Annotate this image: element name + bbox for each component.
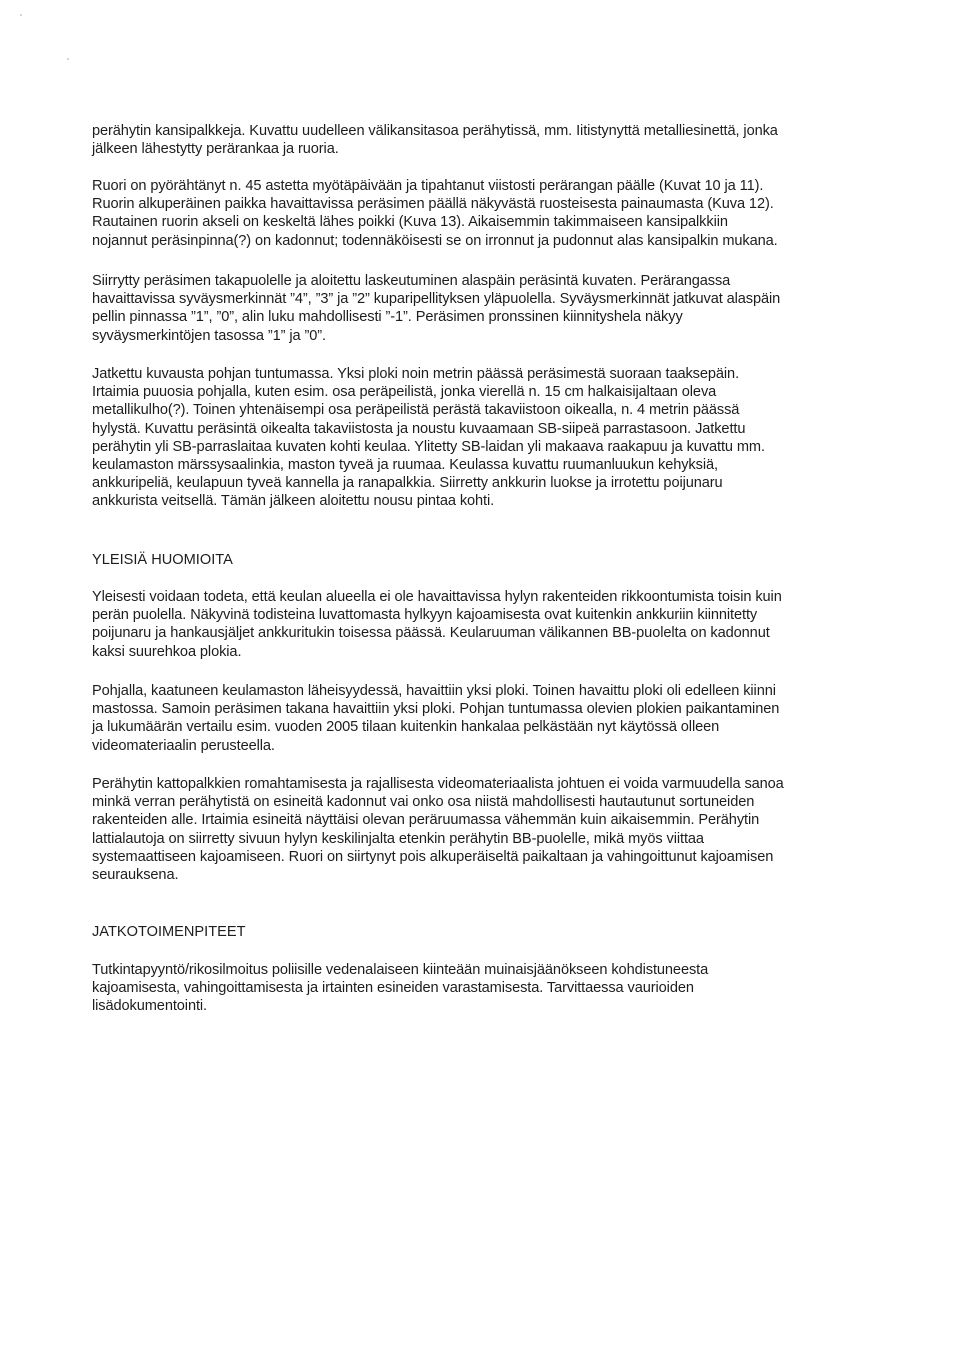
paragraph-draft-marks bbox=[92, 272, 780, 345]
paragraph-aft-cabin bbox=[92, 775, 784, 884]
text-line: mastossa. Samoin peräsimen takana havaittiin yksi ploki. Pohjan tuntumassa olevien plokien paikantaminen bbox=[92, 701, 780, 718]
text-line: kajoamisesta, vahingoittamisesta ja irtainten esineiden varastamisesta. Tarvittaessa vaurioiden bbox=[92, 980, 694, 997]
text-line: jälkeen lähestytty perärankaa ja ruoria. bbox=[92, 141, 339, 158]
text-line: Yleisesti voidaan todeta, että keulan alueella ei ole havaittavissa hylyn rakenteiden rikkoontumista toisin kuin bbox=[92, 589, 782, 605]
paragraph-seabed-survey bbox=[92, 365, 765, 511]
text-line: Ruori on pyörähtänyt n. 45 astetta myötäpäivään ja tipahtanut viistosti perärangan päälle (Kuvat 10 ja 11). bbox=[92, 178, 764, 194]
paragraph-intro-continuation bbox=[92, 122, 778, 158]
text-line: Perähytin kattopalkkien romahtamisesta ja rajallisesta videomateriaalista johtuen ei voida varmuudella sanoa bbox=[92, 776, 784, 792]
text-line: perän puolella. Näkyvinä todisteina luvattomasta hylkyyn kajoamisesta ovat kuitenkin ankkuriin kiinnitetty bbox=[92, 607, 758, 624]
text-line: Rautainen ruorin akseli on keskeltä lähes poikki (Kuva 13). Aikaisemmin takimmaiseen kansipalkkiin bbox=[92, 214, 728, 231]
text-line: kaksi suurehkoa plokia. bbox=[92, 643, 242, 660]
text-line: Pohjalla, kaatuneen keulamaston läheisyydessä, havaittiin yksi ploki. Toinen havaittu ploki oli edelleen kiinni bbox=[92, 683, 776, 699]
text-line: pellin pinnassa ”1”, ”0”, alin luku mahdollisesti ”-1”. Peräsimen pronssinen kiinnityshela näkyy bbox=[92, 309, 683, 326]
text-line: ankkurista veitsellä. Tämän jälkeen aloitettu nousu pintaa kohti. bbox=[92, 493, 495, 510]
text-line: poijunaru ja hankausjäljet ankkuritukin toisessa päässä. Keularuuman välikannen BB-puolelta on kadonnut bbox=[92, 625, 770, 642]
text-line: Irtaimia puuosia pohjalla, kuten esim. osa peräpeilistä, jonka vierellä n. 15 cm halkaisijaltaan oleva bbox=[92, 384, 717, 401]
text-line: nojannut peräsinpinna(?) on kadonnut; todennäköisesti se on irronnut ja pudonnut alas kansipalkin mukana. bbox=[92, 232, 778, 249]
paragraph-follow-up bbox=[92, 961, 708, 1016]
section-heading: YLEISIÄ HUOMIOITA bbox=[92, 552, 233, 568]
text-line: havaittavissa syväysmerkinnät ”4”, ”3” ja ”2” kuparipellityksen yläpuolella. Syväysmerkinnät jatkuvat alaspäin bbox=[92, 291, 781, 308]
scan-speck bbox=[20, 14, 22, 16]
text-line: Jatkettu kuvausta pohjan tuntumassa. Yksi ploki noin metrin päässä peräsimestä suoraan taaksepäin. bbox=[92, 366, 740, 382]
text-line: perähytin kansipalkkeja. Kuvattu uudelleen välikansitasoa perähytissä, mm. Iitistynyttä metalliesinettä, jonka bbox=[92, 123, 778, 139]
paragraph-general-bow bbox=[92, 588, 782, 661]
section-heading: JATKOTOIMENPITEET bbox=[92, 924, 246, 940]
text-line: systemaattiseen kajoamiseen. Ruori on siirtynyt pois alkuperäiseltä paikaltaan ja vahingoittunut kajoamisen bbox=[92, 848, 774, 865]
text-line: ja lukumäärän vertailu esim. vuoden 2005 tilaan kuitenkin hankalaa pelkästään nyt käytössä olleen bbox=[92, 719, 720, 736]
text-line: ankkuripeliä, keulapuun tyveä kannella ja ranapalkkia. Siirretty ankkurin luokse ja irrotettu poijunaru bbox=[92, 475, 723, 492]
text-line: perähytin yli SB-parraslaitaa kuvaten kohti keulaa. Ylitetty SB-laidan yli makaava raakapuu ja kuvattu mm. bbox=[92, 438, 765, 455]
text-line: syväysmerkintöjen tasossa ”1” ja ”0”. bbox=[92, 327, 326, 344]
text-line: Siirrytty peräsimen takapuolelle ja aloitettu laskeutuminen alaspäin peräsintä kuvaten. Perärangassa bbox=[92, 273, 731, 289]
text-line: Tutkintapyyntö/rikosilmoitus poliisille vedenalaiseen kiinteään muinaisjäänökseen kohdistuneesta bbox=[92, 962, 709, 978]
text-line: lisädokumentointi. bbox=[92, 998, 208, 1015]
text-line: minkä verran perähytistä on esineitä kadonnut vai onko osa niistä mahdollisesti hautautunut sortuneiden bbox=[92, 794, 755, 811]
paragraph-rudder bbox=[92, 177, 778, 250]
text-line: videomateriaalin perusteella. bbox=[92, 737, 275, 754]
text-line: metallikulho(?). Toinen yhtenäisempi osa peräpeilistä perästä takaviistoon oikealla, n. 4 metrin päässä bbox=[92, 402, 740, 419]
text-line: lattialautoja on siirretty sivuun hylyn keskilinjalta etenkin perähytin BB-puolelle, mikä myös viittaa bbox=[92, 830, 704, 847]
scan-speck bbox=[67, 58, 69, 60]
text-line: seurauksena. bbox=[92, 866, 179, 883]
text-line: Ruorin alkuperäinen paikka havaittavissa peräsimen päällä näkyvästä ruosteisesta painaumasta (Kuva 12). bbox=[92, 196, 774, 213]
text-line: hylystä. Kuvattu peräsintä oikealta takaviistosta ja noustu kuvaamaan SB-siipeä parrastasoon. Jatkettu bbox=[92, 420, 746, 437]
paragraph-blocks bbox=[92, 682, 779, 755]
text-line: keulamaston märssysaalinkia, maston tyveä ja ruumaa. Keulassa kuvattu ruumanluukun kehyksiä, bbox=[92, 456, 718, 473]
text-line: rakenteiden alle. Irtaimia esineitä näyttäisi olevan peräruumassa vähemmän kuin aikaisemmin. Perähytin bbox=[92, 812, 760, 829]
